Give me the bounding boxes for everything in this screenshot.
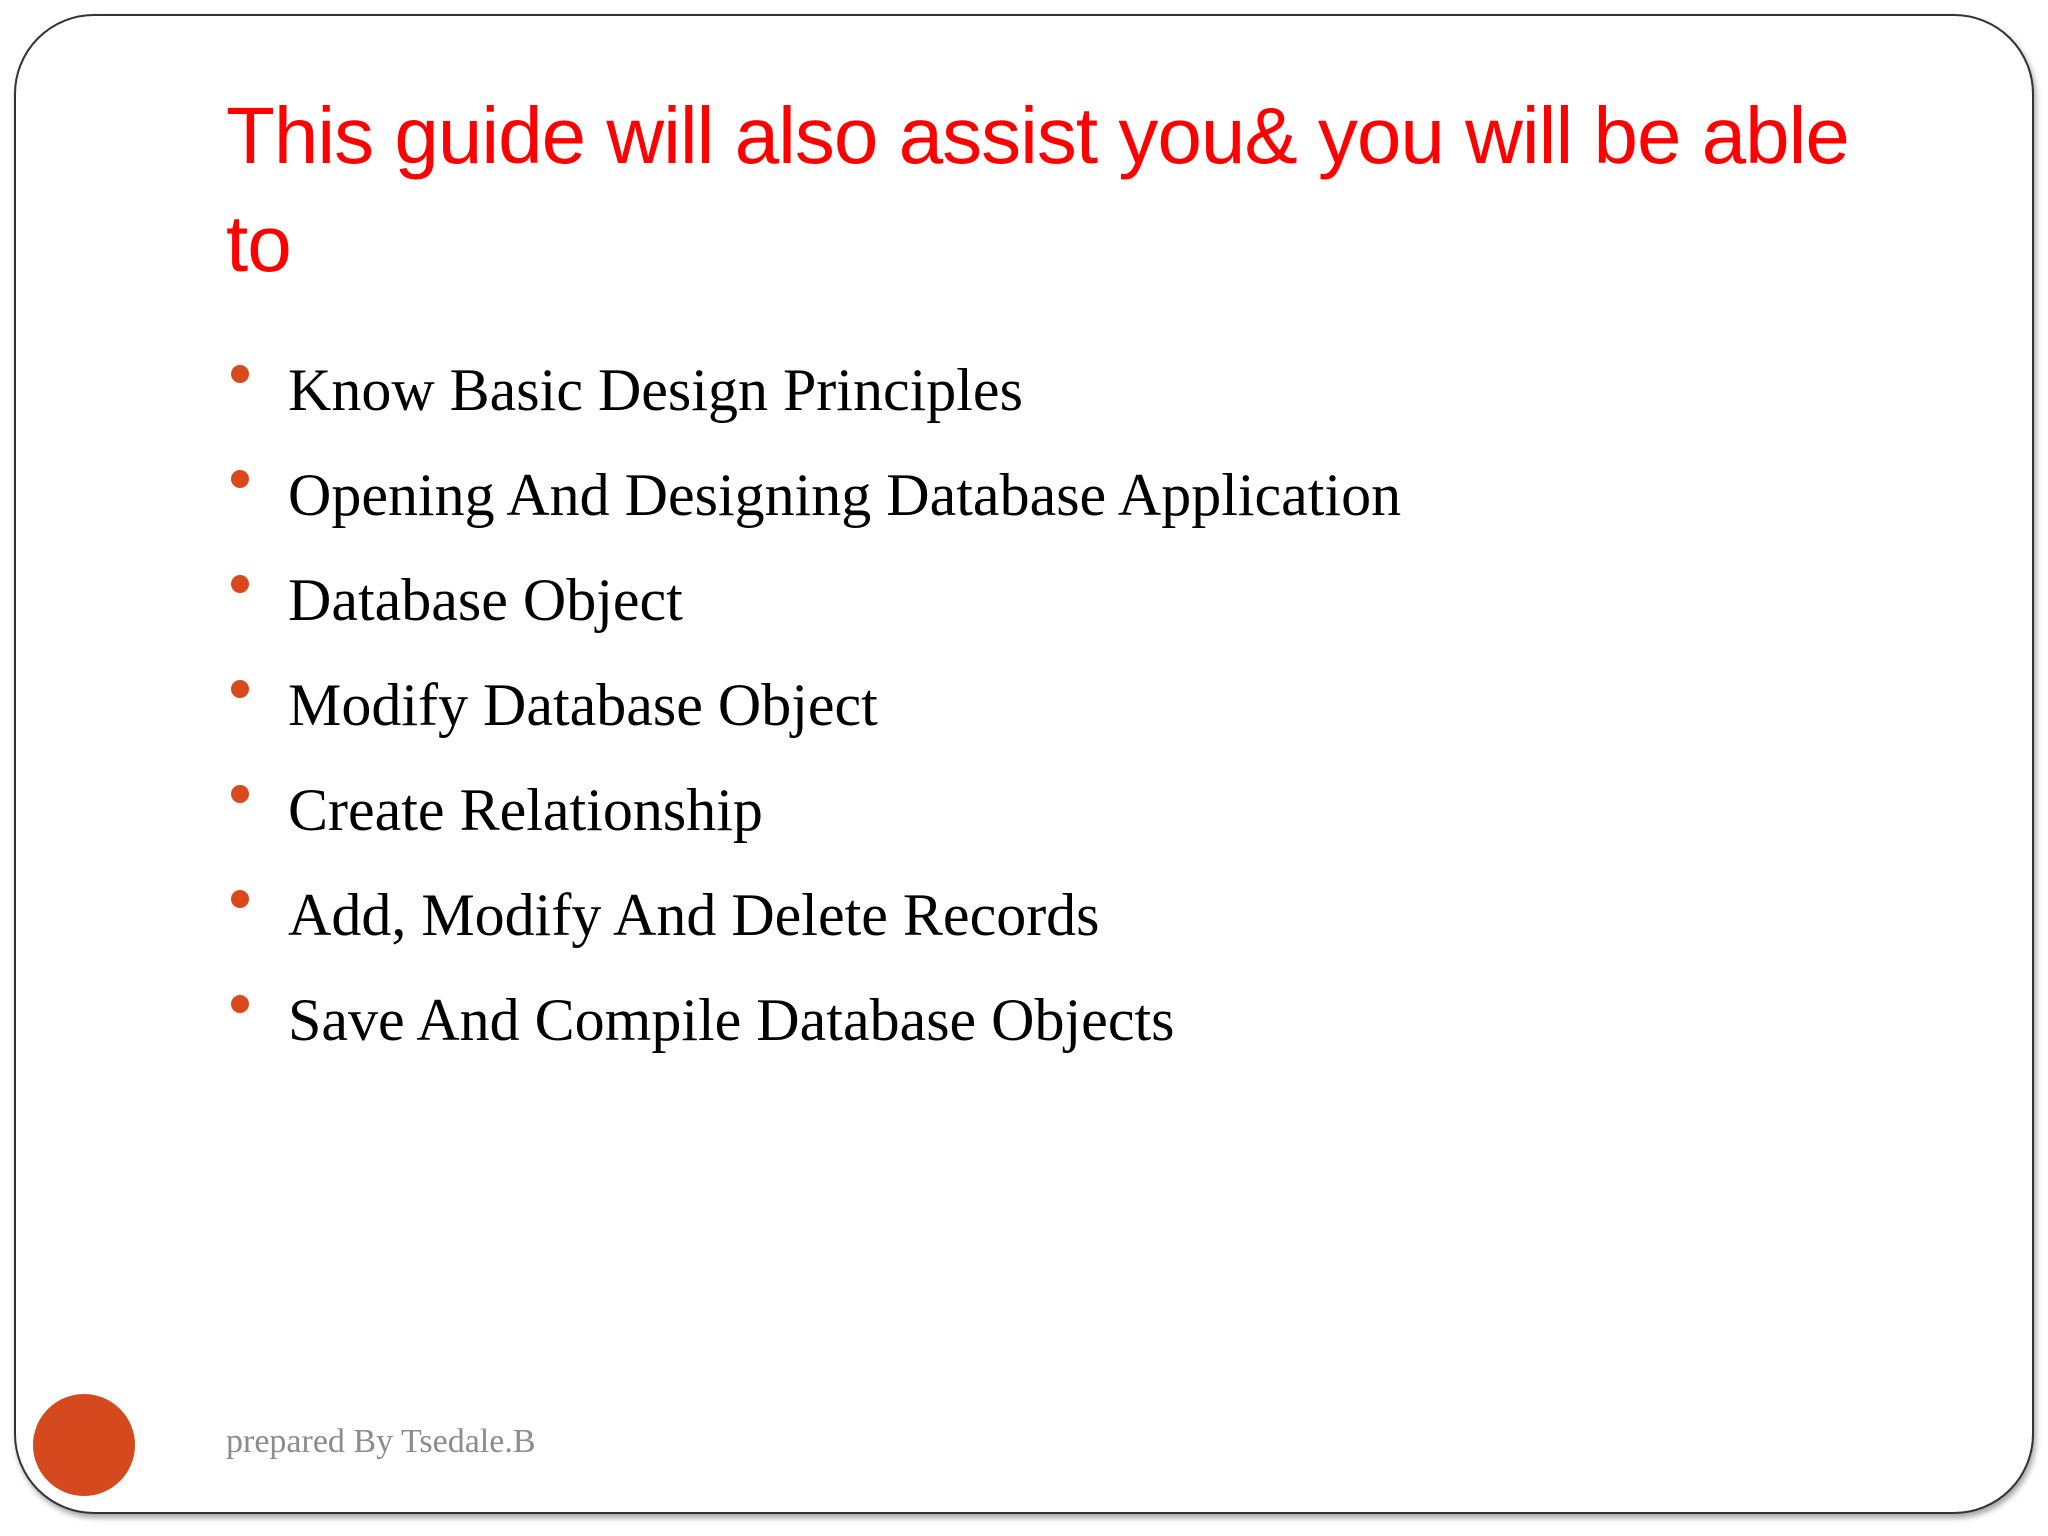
slide-title: This guide will also assist you& you will be able to [226, 91, 1849, 288]
bullet-text: Modify Database Object [288, 672, 878, 738]
bullet-text: Know Basic Design Principles [288, 357, 1023, 423]
bullet-item [226, 555, 1401, 660]
bullet-dot-icon [231, 995, 249, 1013]
bullet-dot-icon [231, 890, 249, 908]
bullet-dot-icon [231, 575, 249, 593]
bullet-text: Create Relationship [288, 777, 763, 843]
bullet-text: Add, Modify And Delete Records [288, 882, 1100, 948]
bullet-item [226, 765, 1401, 870]
bullet-dot-icon [231, 680, 249, 698]
bullet-item [226, 975, 1401, 1080]
footer-credit: prepared By Tsedale.B [226, 1423, 536, 1460]
bullet-text: Save And Compile Database Objects [288, 987, 1175, 1053]
bullet-item [226, 870, 1401, 975]
bullet-list [226, 345, 1401, 1080]
bullet-text: Database Object [288, 567, 683, 633]
bullet-item [226, 660, 1401, 765]
bullet-dot-icon [231, 470, 249, 488]
corner-accent-circle [33, 1394, 135, 1496]
bullet-dot-icon [231, 785, 249, 803]
bullet-item [226, 345, 1401, 450]
bullet-item [226, 450, 1401, 555]
bullet-text: Opening And Designing Database Application [288, 462, 1402, 528]
bullet-dot-icon [231, 365, 249, 383]
